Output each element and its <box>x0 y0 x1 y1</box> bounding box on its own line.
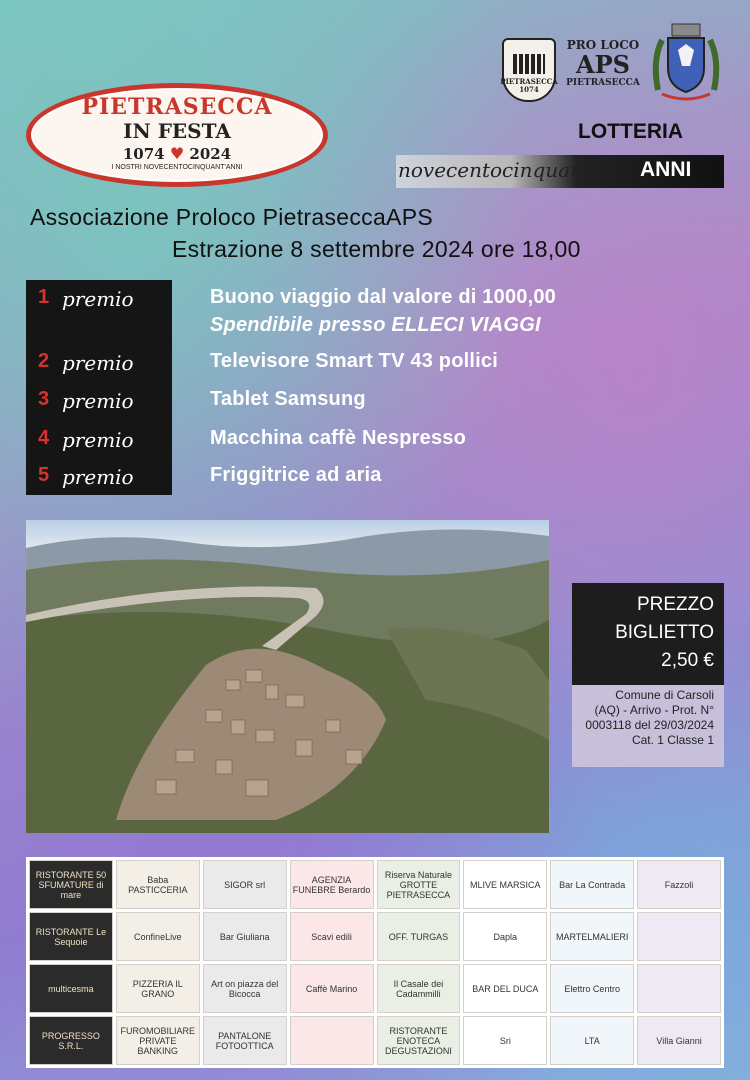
prize-5-description: Friggitrice ad aria <box>210 464 382 486</box>
sponsor-logo: OFF. TURGAS <box>377 912 461 961</box>
building-icon <box>513 54 545 74</box>
sponsor-logo: Art on piazza del Bicocca <box>203 964 287 1013</box>
protocol-line-1: Comune di Carsoli <box>615 688 714 702</box>
prize-5-number: 5 <box>38 464 50 486</box>
sponsor-logo: PANTALONE FOTOOTTICA <box>203 1016 287 1065</box>
year-start: 1074 <box>122 145 165 163</box>
pietrasecca-in-festa-logo <box>26 83 328 187</box>
anni-italic-text: novecentocinquanta <box>398 158 603 182</box>
year-end: 2024 <box>189 145 232 163</box>
sponsor-logo: RISTORANTE ENOTECA DEGUSTAZIONI <box>377 1016 461 1065</box>
prize-1-description: Buono viaggio dal valore di 1000,00 <box>210 286 556 308</box>
prize-2-description: Televisore Smart TV 43 pollici <box>210 350 498 372</box>
proloco-text-logo <box>562 38 644 88</box>
sponsor-logo: Dapla <box>463 912 547 961</box>
sponsor-logo: Elettro Centro <box>550 964 634 1013</box>
sponsor-logo: Bar Giuliana <box>203 912 287 961</box>
sponsor-logo: multicesma <box>29 964 113 1013</box>
protocol-line-4: Cat. 1 Classe 1 <box>631 733 714 747</box>
proloco-shield-logo <box>502 38 556 102</box>
sponsor-logo: PROGRESSO S.R.L. <box>29 1016 113 1065</box>
lotteria-heading: LOTTERIA <box>578 120 683 143</box>
sponsor-logo: Scavi edili <box>290 912 374 961</box>
heart-icon: ♥ <box>169 144 185 163</box>
prize-3-description: Tablet Samsung <box>210 388 366 410</box>
sponsor-logo: PIZZERIA IL GRANO <box>116 964 200 1013</box>
sponsor-logo: Riserva Naturale GROTTE PIETRASECCA <box>377 860 461 909</box>
prize-4-word: premio <box>62 428 134 452</box>
sponsor-logo: Caffè Marino <box>290 964 374 1013</box>
ticket-price-box <box>572 583 724 685</box>
village-aerial-photo <box>26 520 549 833</box>
sponsor-logo: FUROMOBILIARE PRIVATE BANKING <box>116 1016 200 1065</box>
prize-1-word: premio <box>62 287 134 311</box>
sponsor-logo: SIGOR srl <box>203 860 287 909</box>
sponsor-logo: Baba PASTICCERIA <box>116 860 200 909</box>
sponsor-logo <box>637 912 721 961</box>
festa-years <box>31 144 323 163</box>
price-label-1: PREZZO <box>636 594 714 615</box>
sponsor-logo: AGENZIA FUNEBRE Berardo <box>290 860 374 909</box>
festa-tagline: I NOSTRI NOVECENTOCINQUANT'ANNI <box>111 164 243 171</box>
proloco-shield-text: PIETRASECCA 1074 <box>500 77 558 94</box>
proloco-line1: PRO LOCO <box>566 38 640 52</box>
protocol-box <box>572 685 724 767</box>
sponsor-logo <box>637 964 721 1013</box>
prize-panel <box>26 280 172 495</box>
sponsor-logo: MARTELMALIERI <box>550 912 634 961</box>
sponsor-logo: RISTORANTE 50 SFUMATURE di mare <box>29 860 113 909</box>
sponsor-logo: Sri <box>463 1016 547 1065</box>
protocol-line-2: (AQ) - Arrivo - Prot. N° <box>594 703 714 717</box>
anni-bold-text: ANNI <box>640 158 692 181</box>
prize-3-number: 3 <box>38 388 50 410</box>
sponsor-logo: LTA <box>550 1016 634 1065</box>
sponsor-logo: Villa Gianni <box>637 1016 721 1065</box>
sponsor-logo <box>290 1016 374 1065</box>
sponsor-logo: MLIVE MARSICA <box>463 860 547 909</box>
prize-2-number: 2 <box>38 350 50 372</box>
price-amount: 2,50 € <box>661 650 714 671</box>
sponsor-logo: ConfineLive <box>116 912 200 961</box>
prize-1-number: 1 <box>38 286 50 308</box>
prize-4-number: 4 <box>38 427 50 449</box>
prize-2-word: premio <box>62 351 134 375</box>
sponsor-logo: BAR DEL DUCA <box>463 964 547 1013</box>
sponsor-logo: Fazzoli <box>637 860 721 909</box>
sponsor-logo: RISTORANTE Le Sequoie <box>29 912 113 961</box>
draw-date: Estrazione 8 settembre 2024 ore 18,00 <box>172 236 581 262</box>
municipal-crest-icon <box>648 20 724 106</box>
prize-3-word: premio <box>62 389 134 413</box>
festa-subtitle: IN FESTA <box>123 119 231 143</box>
price-label-2: BIGLIETTO <box>615 622 714 643</box>
prize-1-note: Spendibile presso ELLECI VIAGGI <box>210 314 541 336</box>
prize-4-description: Macchina caffè Nespresso <box>210 427 467 449</box>
association-name: Associazione Proloco PietraseccaAPS <box>30 204 433 230</box>
proloco-line3: PIETRASECCA <box>566 78 640 88</box>
protocol-line-3: 0003118 del 29/03/2024 <box>585 718 714 732</box>
sponsor-logo: Il Casale dei Cadammilli <box>377 964 461 1013</box>
festa-title: PIETRASECCA <box>81 94 273 120</box>
proloco-line2: APS <box>576 50 630 79</box>
sponsor-logo: Bar La Contrada <box>550 860 634 909</box>
sponsor-grid <box>26 857 724 1068</box>
prize-5-word: premio <box>62 465 134 489</box>
